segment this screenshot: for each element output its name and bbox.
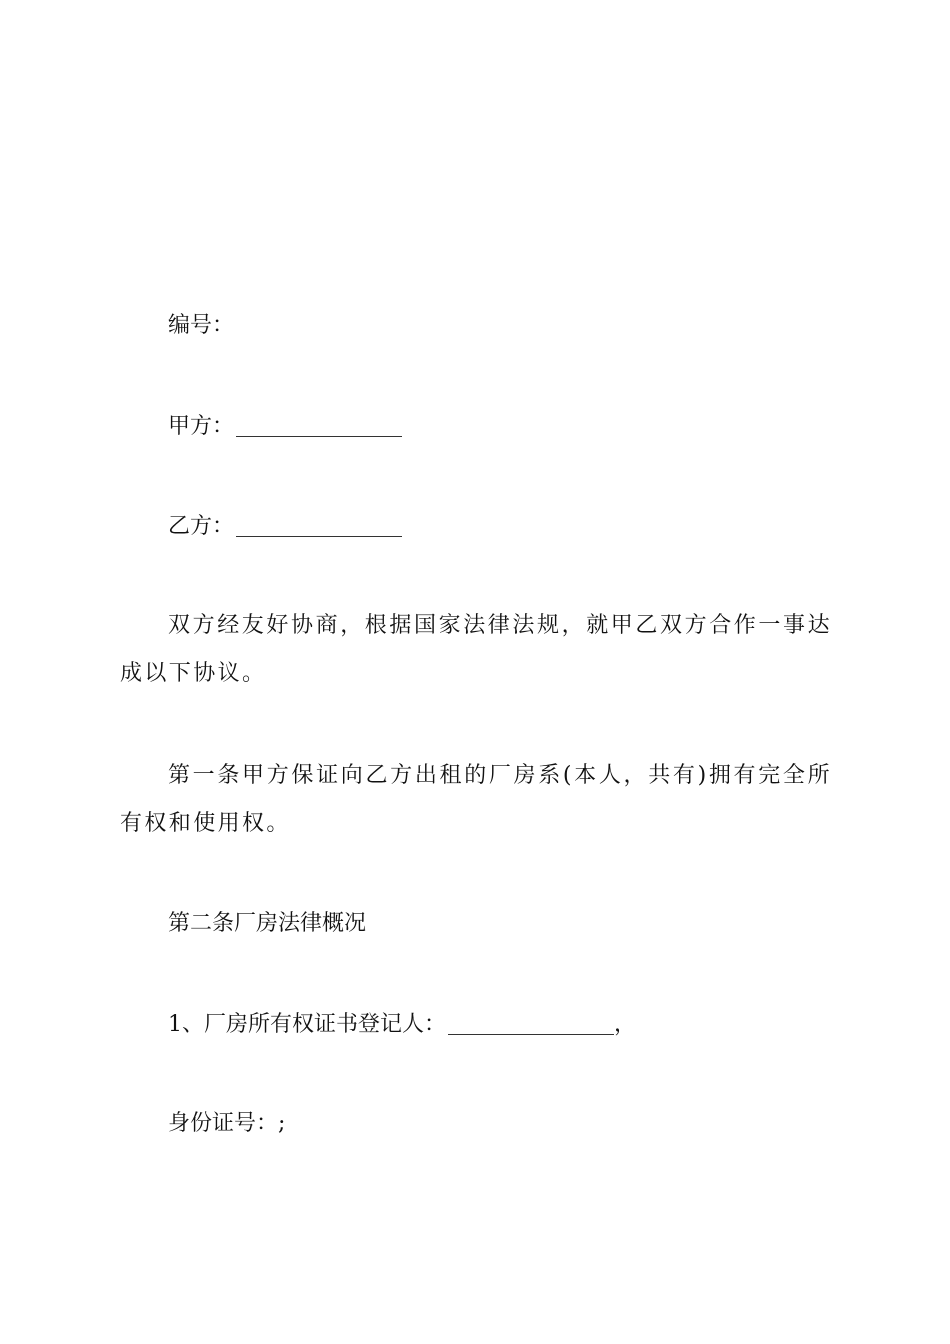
item-1-line [120,1012,888,1037]
id-number-label: 身份证号：; [168,1111,286,1136]
owner-name-blank [448,1012,614,1035]
party-b-label: 乙方： [168,514,235,539]
intro-paragraph: 双方经友好协商，根据国家法律法规，就甲乙双方合作一事达成以下协议。 [120,613,832,686]
article-2-title [120,912,888,936]
item-1-label: 1、厂房所有权证书登记人： [168,1012,446,1037]
party-a-line [120,414,888,439]
party-b-line [120,514,888,539]
serial-number-label: 编号： [168,313,235,338]
party-a-blank [236,414,402,437]
party-b-blank [236,514,402,537]
item-1-suffix: ， [614,1012,637,1037]
party-a-label: 甲方： [168,414,235,439]
id-number-line [120,1112,888,1136]
article-2-title-text: 第二条厂房法律概况 [168,911,367,936]
article-1-paragraph: 第一条甲方保证向乙方出租的厂房系(本人，共有)拥有完全所有权和使用权。 [120,763,832,836]
serial-number-line [120,314,888,338]
